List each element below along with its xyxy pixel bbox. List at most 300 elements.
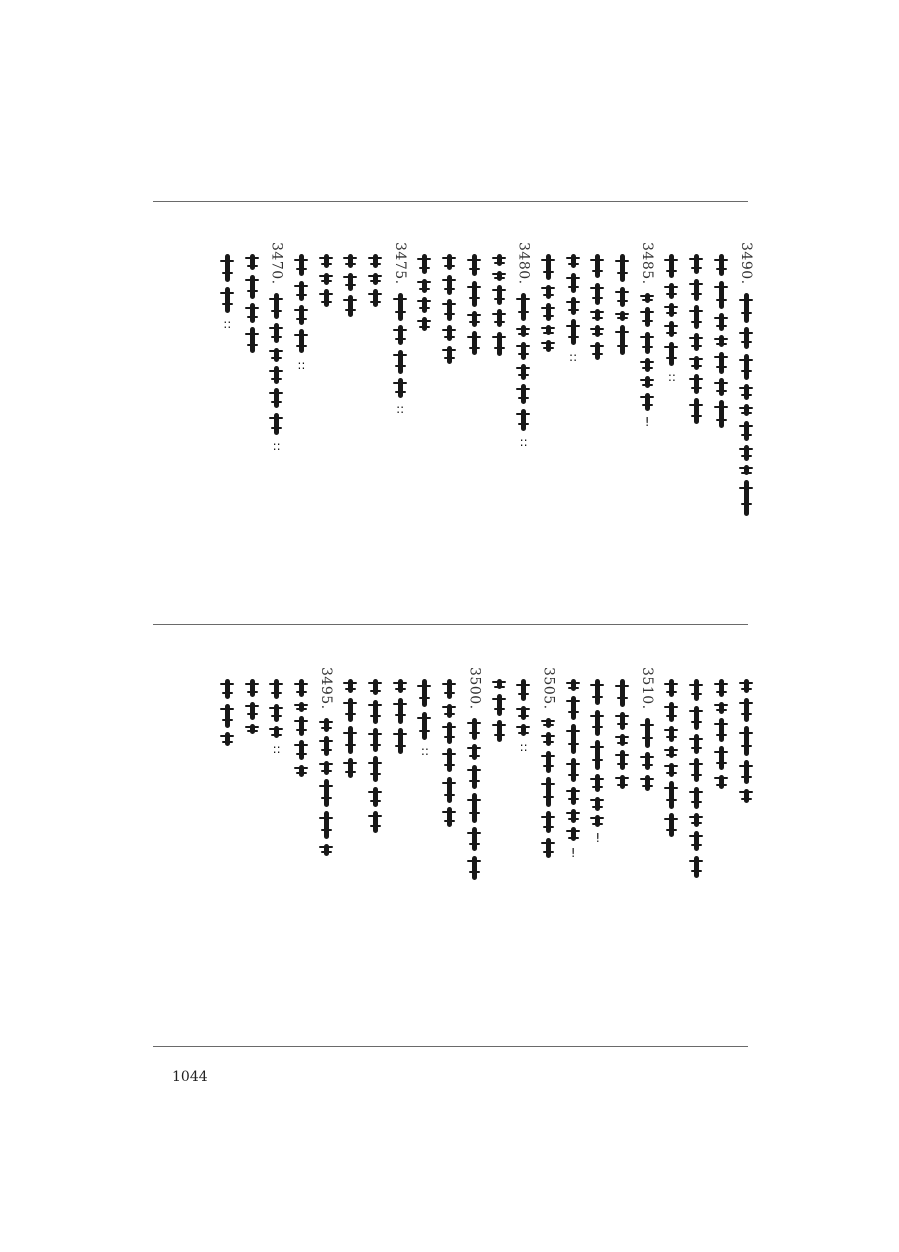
text-column [610,677,636,791]
text-column [313,667,339,858]
script-word [472,793,477,823]
script-word [694,856,699,878]
script-word [546,340,551,352]
script-word [694,679,699,701]
script-word [324,289,329,307]
text-column [437,677,463,829]
mongolian-script-line [274,291,279,437]
text-column [708,252,734,431]
script-word [571,679,576,691]
mongolian-script-line [422,677,427,742]
script-word [250,327,255,353]
script-word [447,346,452,364]
script-word [373,700,378,724]
text-column [363,252,389,309]
script-word [620,712,625,730]
text-column [486,252,512,358]
script-word [595,815,600,827]
script-word [694,706,699,730]
mongolian-script-line [546,252,551,354]
script-word [472,254,477,276]
script-word [348,758,353,778]
script-word [669,746,674,758]
script-word [719,746,724,770]
script-word [546,838,551,858]
mongolian-script-line [620,252,625,358]
script-word [324,779,329,807]
text-column [288,252,314,371]
text-column [560,677,586,859]
script-word [669,283,674,299]
script-word [497,285,502,305]
text-column [214,252,240,330]
script-word [225,704,230,728]
text-column [708,677,734,791]
script-word [521,724,526,736]
script-word [669,763,674,777]
script-word [447,254,452,270]
script-word [744,421,749,441]
mongolian-script-line [546,716,551,860]
script-word [324,736,329,756]
script-word [744,384,749,400]
line-number: 3505. [540,667,557,710]
punctuation-mark: :: [297,357,306,372]
script-word [744,354,749,380]
script-word [274,293,279,319]
script-word [645,393,650,411]
mongolian-script-line [571,677,576,844]
script-word [571,758,576,782]
script-word [447,722,452,744]
script-word [274,323,279,343]
script-word [546,777,551,807]
mongolian-script-line [694,677,699,880]
text-column [733,677,759,805]
script-word [719,352,724,374]
text-column [313,252,339,309]
script-word [694,279,699,301]
mongolian-script-line [398,677,403,756]
script-word [373,289,378,307]
mongolian-script-line [348,677,353,781]
script-word [497,679,502,689]
script-word [595,797,600,811]
script-word [620,750,625,770]
script-word [669,781,674,809]
script-word [595,710,600,736]
script-word [694,356,699,370]
text-column [634,242,660,428]
mongolian-script-line [324,252,329,309]
mongolian-script-line [472,716,477,882]
text-column [486,677,512,744]
script-word [274,366,279,384]
script-word [447,275,452,295]
script-word [225,254,230,282]
script-word [398,728,403,754]
script-word [274,413,279,435]
script-word [299,716,304,736]
script-word [447,748,452,772]
line-number: 3470. [268,242,285,285]
script-word [669,321,674,337]
script-word [225,287,230,313]
script-word [595,740,600,770]
script-word [620,734,625,746]
script-word [398,679,403,693]
script-word [299,305,304,325]
text-column [338,252,364,319]
script-word [744,480,749,516]
script-word [744,404,749,416]
script-word [472,856,477,880]
mongolian-script-line [497,252,502,358]
script-word [571,319,576,345]
mongolian-script-line [521,291,526,433]
script-word [546,811,551,833]
script-word [373,254,378,268]
script-word [447,299,452,321]
punctuation-mark: :: [223,316,232,331]
script-word [719,281,724,309]
text-column [535,667,561,860]
script-word [620,287,625,307]
punctuation-mark: ! [595,831,601,846]
script-word [422,317,427,331]
script-word [521,342,526,360]
punctuation-mark: :: [667,369,676,384]
script-word [744,327,749,349]
script-word [744,679,749,693]
script-word [719,718,724,742]
text-column [610,252,636,358]
script-word [472,281,477,307]
script-word [299,679,304,697]
script-word [595,283,600,305]
script-word [669,303,674,317]
punctuation-mark: ! [570,845,576,860]
script-word [324,844,329,856]
line-number: 3500. [466,667,483,710]
text-column [511,677,537,753]
script-word [595,325,600,337]
script-word [669,679,674,697]
mongolian-script-line [373,252,378,309]
script-word [274,679,279,699]
text-column [412,677,438,757]
script-word [669,254,674,278]
script-word [250,254,255,270]
script-word [398,698,403,724]
text-column [363,677,389,835]
mongolian-script-line [497,677,502,744]
punctuation-mark: :: [396,402,405,417]
script-word [447,679,452,699]
text-column [684,677,710,880]
line-number: 3490. [738,242,754,285]
script-word [324,761,329,775]
script-word [719,702,724,714]
script-word [744,293,749,323]
script-word [521,679,526,701]
script-word [521,293,526,321]
mongolian-script-line [225,677,230,748]
script-word [571,254,576,268]
script-word [669,702,674,722]
text-column [634,667,660,793]
script-word [299,329,304,353]
mongolian-script-line [398,291,403,401]
text-column [461,667,487,882]
line-number: 3480. [515,242,532,285]
mongolian-script-line [719,252,724,431]
script-word [447,325,452,341]
script-word [447,807,452,827]
script-word [348,698,353,722]
script-word [571,827,576,841]
mongolian-script-line [447,252,452,366]
script-word [373,756,378,782]
script-word [645,718,650,748]
script-word [694,831,699,851]
script-word [472,311,477,327]
script-word [620,325,625,355]
script-word [497,271,502,281]
text-column [288,677,314,779]
script-word [497,332,502,356]
script-word [744,789,749,803]
mongolian-script-line [645,291,650,413]
script-word [373,679,378,695]
text-column [239,252,265,356]
script-word [694,254,699,274]
script-word [546,718,551,728]
script-word [348,679,353,693]
mongolian-script-line [299,252,304,356]
text-column [239,677,265,736]
script-word [546,751,551,773]
script-word [472,744,477,760]
mongolian-script-line [373,677,378,835]
script-word [719,400,724,428]
mongolian-script-line [571,252,576,348]
script-word [398,350,403,374]
script-word [719,378,724,396]
mongolian-script-line [299,677,304,779]
script-word [669,726,674,742]
page-number: 1044 [172,1069,208,1085]
script-word [719,335,724,347]
script-word [472,718,477,740]
script-word [694,305,699,329]
script-word [645,752,650,770]
script-word [694,787,699,809]
text-column [437,252,463,366]
script-word [571,809,576,823]
mongolian-script-line [250,677,255,736]
script-word [595,774,600,792]
mongolian-script-line [225,252,230,315]
punctuation-mark: :: [519,740,528,755]
text-column [733,242,759,518]
script-word [595,254,600,278]
script-word [571,297,576,315]
line-number: 3495. [318,667,335,710]
script-word [422,254,427,274]
script-word [398,325,403,345]
punctuation-mark: :: [569,349,578,364]
script-word [571,724,576,754]
bottom-rule [153,1046,748,1047]
mongolian-script-line [744,291,749,518]
mongolian-script-line [422,252,427,334]
script-word [472,331,477,355]
script-word [620,311,625,321]
text-column [585,677,611,844]
script-word [422,297,427,313]
script-word [324,254,329,268]
script-word [497,254,502,266]
punctuation-mark: :: [420,743,429,758]
script-word [373,811,378,833]
script-word [546,303,551,321]
script-word [225,679,230,699]
script-word [595,342,600,360]
line-number: 3475. [392,242,409,285]
mongolian-script-line [669,252,674,368]
text-column [387,242,413,415]
mongolian-script-line [324,716,329,858]
script-word [669,342,674,366]
script-word [274,704,279,722]
script-word [373,787,378,807]
script-word [348,273,353,291]
script-word [299,765,304,777]
script-word [620,679,625,707]
script-word [546,732,551,746]
text-column [659,677,685,840]
script-word [299,254,304,276]
mongolian-script-line [744,677,749,805]
script-word [299,702,304,712]
script-word [422,712,427,740]
script-word [571,696,576,720]
script-word [595,309,600,321]
script-word [324,811,329,839]
script-word [274,388,279,408]
middle-rule [153,624,748,625]
script-word [299,740,304,760]
script-word [521,706,526,720]
text-column [659,252,685,383]
mongolian-script-line [620,677,625,791]
script-word [694,813,699,827]
text-column [264,242,290,452]
mongolian-script-line [595,252,600,362]
script-word [645,376,650,388]
script-word [645,332,650,354]
mongolian-script-line [645,716,650,793]
text-column [264,677,290,755]
text-column [560,252,586,363]
script-word [250,303,255,323]
script-word [719,775,724,789]
script-word [521,325,526,337]
script-word [250,724,255,734]
script-word [744,465,749,475]
mongolian-script-line [274,677,279,740]
script-word [645,775,650,791]
script-word [274,348,279,362]
script-word [250,679,255,697]
script-word [694,374,699,394]
script-word [521,409,526,431]
script-word [694,734,699,754]
mongolian-script-line [447,677,452,829]
script-word [694,333,699,351]
punctuation-mark: :: [519,434,528,449]
text-column [214,677,240,748]
script-word [497,694,502,716]
punctuation-mark: :: [272,438,281,453]
script-word [719,679,724,697]
mongolian-script-line [694,252,699,427]
script-word [744,698,749,722]
script-word [497,720,502,742]
text-column [535,252,561,354]
script-word [348,254,353,268]
script-word [521,384,526,404]
script-word [472,765,477,789]
script-word [694,398,699,424]
script-word [348,726,353,754]
script-word [398,378,403,398]
line-number: 3485. [639,242,656,285]
script-word [694,758,699,782]
script-word [744,760,749,784]
script-word [373,728,378,752]
script-word [422,679,427,707]
text-column [684,252,710,427]
script-word [546,325,551,335]
script-word [348,295,353,317]
text-column [511,242,537,448]
text-column [461,252,487,358]
mongolian-script-line [348,252,353,319]
script-word [324,273,329,285]
script-word [521,364,526,380]
script-word [645,307,650,327]
script-word [422,279,427,293]
script-word [571,273,576,293]
line-number: 3510. [639,667,656,710]
mongolian-script-line [472,252,477,358]
script-word [645,358,650,372]
script-word [373,273,378,285]
script-word [225,732,230,746]
mongolian-script-line [521,677,526,738]
mongolian-script-line [595,677,600,829]
punctuation-mark: ! [644,414,650,429]
script-word [299,281,304,301]
script-word [546,254,551,280]
text-column [338,677,364,781]
script-word [645,293,650,303]
text-column [412,252,438,334]
text-column [387,677,413,756]
script-word [546,285,551,299]
